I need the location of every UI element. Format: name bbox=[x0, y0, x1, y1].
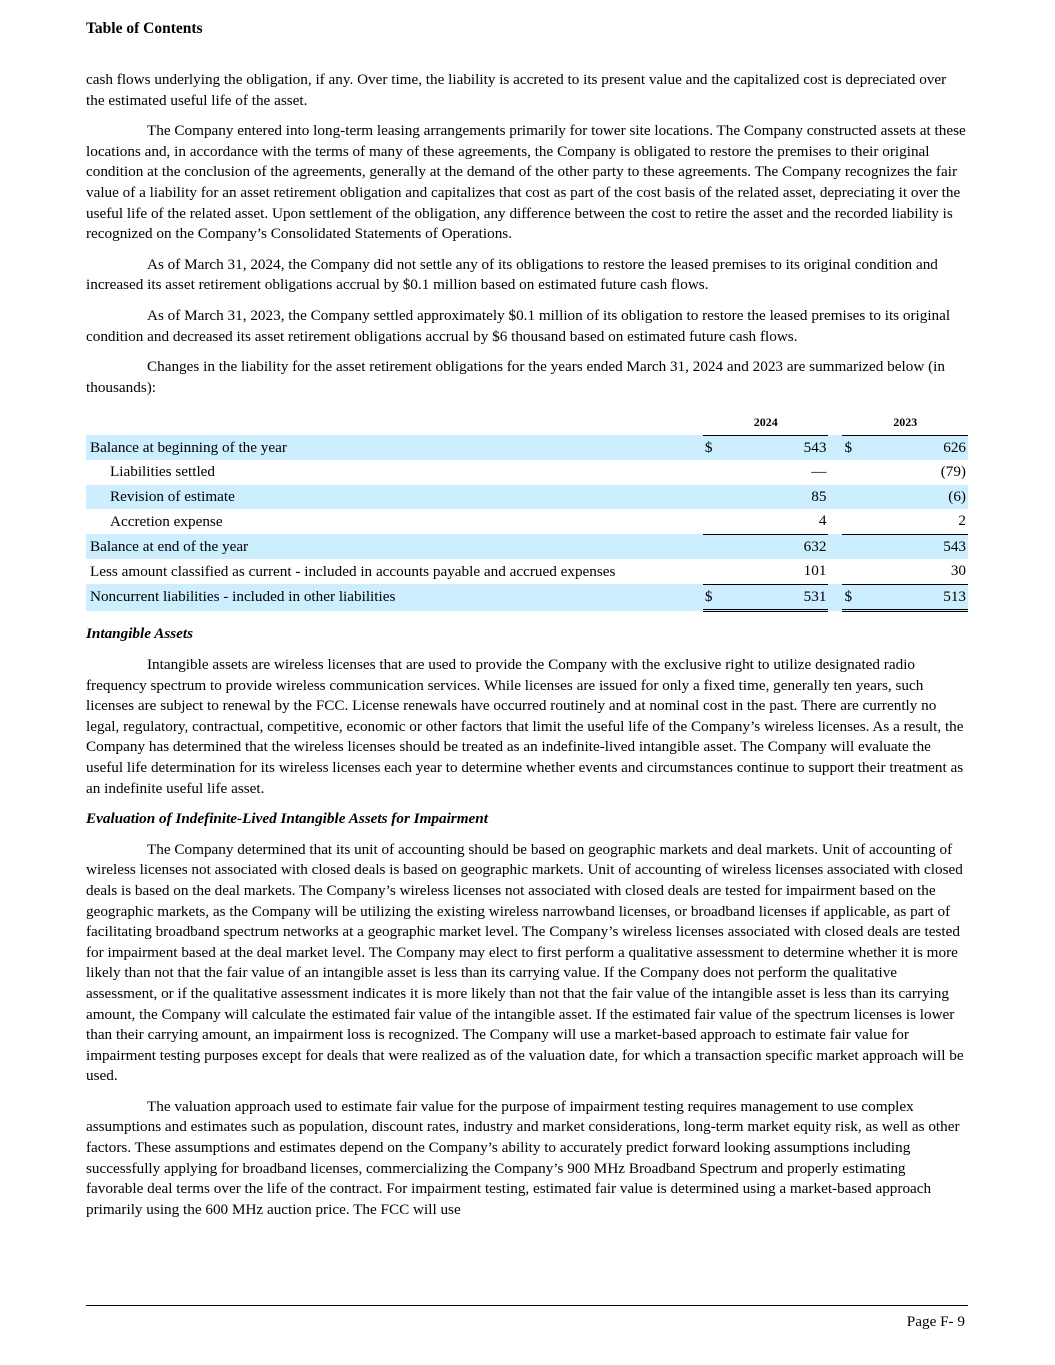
page-number: Page F- 9 bbox=[906, 1313, 965, 1330]
col-gap bbox=[828, 485, 842, 510]
table-row bbox=[86, 509, 968, 534]
row-label: Revision of estimate bbox=[86, 485, 703, 510]
col-header-2023: 2023 bbox=[842, 412, 968, 435]
section-heading-intangible-assets: Intangible Assets bbox=[86, 625, 194, 643]
col-gap bbox=[828, 559, 842, 584]
table-row bbox=[86, 435, 968, 460]
currency-symbol: $ bbox=[842, 584, 858, 611]
paragraph: The Company determined that its unit of accounting should be based on geographic markets and deal markets. Unit of accounting of wireless licenses not associated with closed deals is based on geographic markets. Unit of accounting of wireless licenses associated with closed deals is based on the deal markets. The Company’s wireless licenses not associated with closed deals are tested for impairment based on the geographic markets, as the Company will be utilizing the existing wireless narrowband licenses, or broadband licenses if applicable, as part of facilitating broadband spectrum networks at a geographic market level. The Company’s wireless licenses associated with closed deals are tested for impairment based at the deal market level. The Company may elect to first perform a qualitative assessment to determine whether it is more likely than not that the fair value of an intangible asset is less than its carrying value. If the Company does not perform the qualitative assessment, or if the qualitative assessment indicates it is more likely than not that the fair value of the intangible asset is less than its carrying amount, the Company will calculate the estimated fair value of the intangible asset. If the estimated fair value of the spectrum licenses is lower than their carrying amount, an impairment loss is recognized. The Company will use a market-based approach to estimate fair value for impairment testing purposes except for deals that were realized as of the valuation date, for which a transaction specific market approach will be used. bbox=[86, 840, 964, 1085]
footer-divider bbox=[86, 1305, 968, 1306]
row-label: Noncurrent liabilities - included in other liabilities bbox=[86, 584, 703, 611]
paragraph: Changes in the liability for the asset retirement obligations for the years ended March 31, 2024 and 2023 are summarized below (in thousands): bbox=[86, 358, 945, 396]
value-2024: 101 bbox=[803, 562, 827, 580]
col-gap bbox=[828, 584, 842, 611]
col-gap bbox=[828, 534, 842, 559]
currency-symbol: $ bbox=[703, 435, 719, 460]
document-body bbox=[86, 70, 966, 1230]
row-label: Liabilities settled bbox=[110, 463, 216, 481]
value-2023: (6) bbox=[858, 485, 968, 510]
col-header-2024: 2024 bbox=[703, 412, 829, 435]
value-2024: 85 bbox=[719, 485, 829, 510]
col-gap bbox=[828, 460, 842, 485]
paragraph: cash flows underlying the obligation, if any. Over time, the liability is accreted to its present value and the capitalized cost is depreciated over the estimated useful life of the asset. bbox=[86, 71, 947, 109]
currency-symbol bbox=[703, 460, 719, 485]
table-row bbox=[86, 460, 968, 485]
row-label: Balance at beginning of the year bbox=[86, 435, 703, 460]
value-2023: 626 bbox=[858, 435, 968, 460]
value-2024: — bbox=[811, 463, 827, 481]
currency-symbol bbox=[842, 509, 858, 534]
paragraph: As of March 31, 2023, the Company settled approximately $0.1 million of its obligation to restore the leased premises to its original condition and decreased its asset retirement obligations accrual by $6 thousand based on estimated future cash flows. bbox=[86, 306, 951, 345]
value-2024: 543 bbox=[719, 435, 829, 460]
value-2024: 632 bbox=[719, 534, 829, 559]
header-blank bbox=[86, 412, 703, 435]
value-2024: 531 bbox=[719, 584, 829, 611]
value-2023: 2 bbox=[958, 512, 966, 530]
currency-symbol bbox=[703, 534, 719, 559]
header-gap bbox=[828, 412, 842, 435]
aro-table bbox=[86, 412, 968, 612]
currency-symbol bbox=[842, 534, 858, 559]
paragraph: The Company entered into long-term leasing arrangements primarily for tower site locations. The Company constructed assets at these locations and, in accordance with the terms of many of these agreements, the Company is obligated to restore the premises to their original condition at the conclusion of the agreements, generally at the demand of the other party to these agreements. The Company recognizes the fair value of a liability for an asset retirement obligation and capitalizes that cost as part of the cost basis of the related asset, depreciating it over the useful life of the related asset. Upon settlement of the obligation, any difference between the cost to retire the asset and the recorded liability is recognized on the Company’s Consolidated Statements of Operations. bbox=[86, 122, 966, 243]
table-row bbox=[86, 584, 968, 611]
col-gap bbox=[828, 509, 842, 534]
table-of-contents-link[interactable]: Table of Contents bbox=[86, 20, 203, 37]
table-header-row bbox=[86, 412, 968, 435]
currency-symbol bbox=[842, 485, 858, 510]
value-2023: (79) bbox=[940, 463, 966, 481]
paragraph: The valuation approach used to estimate fair value for the purpose of impairment testing requires management to use complex assumptions and estimates such as population, discount rates, industry and market considerations, long-term market equity risk, as well as other factors. These assumptions and estimates depend on the Company’s ability to accurately predict forward looking assumptions including successfully applying for broadband licenses, commercializing the Company’s 900 MHz Broadband Spectrum and properly estimating favorable deal terms over the life of the contract. For impairment testing, estimated fair value is determined using a market-based approach primarily using the 600 MHz auction price. The FCC will use bbox=[86, 1097, 960, 1218]
currency-symbol: $ bbox=[842, 435, 858, 460]
section-heading-impairment: Evaluation of Indefinite-Lived Intangible Assets for Impairment bbox=[86, 810, 488, 828]
value-2023: 30 bbox=[950, 562, 966, 580]
value-2024: 4 bbox=[818, 512, 827, 530]
paragraph: As of March 31, 2024, the Company did not settle any of its obligations to restore the leased premises to its original condition and increased its asset retirement obligations accrual by $0.1 million based on estimated future cash flows. bbox=[86, 255, 938, 294]
currency-symbol bbox=[703, 485, 719, 510]
table-row bbox=[86, 485, 968, 510]
value-2023: 513 bbox=[858, 584, 968, 611]
paragraph: Intangible assets are wireless licenses that are used to provide the Company with the exclusive right to utilize designated radio frequency spectrum to provide wireless communication services. While licenses are issued for only a fixed time, generally ten years, such licenses are subject to renewal by the FCC. License renewals have occurred routinely and at nominal cost in the past. There are currently no legal, regulatory, contractual, competitive, economic or other factors that limit the useful life of the Company’s wireless licenses. As a result, the Company has determined that the wireless licenses should be treated as an indefinite-lived intangible asset. The Company will evaluate the useful life determination for its wireless licenses each year to determine whether events and circumstances continue to support their treatment as an indefinite useful life asset. bbox=[86, 656, 964, 797]
currency-symbol bbox=[703, 509, 719, 534]
currency-symbol: $ bbox=[703, 584, 719, 611]
currency-symbol bbox=[842, 460, 858, 485]
table-row bbox=[86, 534, 968, 559]
row-label: Less amount classified as current - included in accounts payable and accrued expenses bbox=[90, 562, 616, 580]
currency-symbol bbox=[842, 559, 858, 584]
row-label: Accretion expense bbox=[110, 512, 223, 530]
value-2023: 543 bbox=[858, 534, 968, 559]
row-label: Balance at end of the year bbox=[86, 534, 703, 559]
currency-symbol bbox=[703, 559, 719, 584]
table-row bbox=[86, 559, 968, 584]
col-gap bbox=[828, 435, 842, 460]
